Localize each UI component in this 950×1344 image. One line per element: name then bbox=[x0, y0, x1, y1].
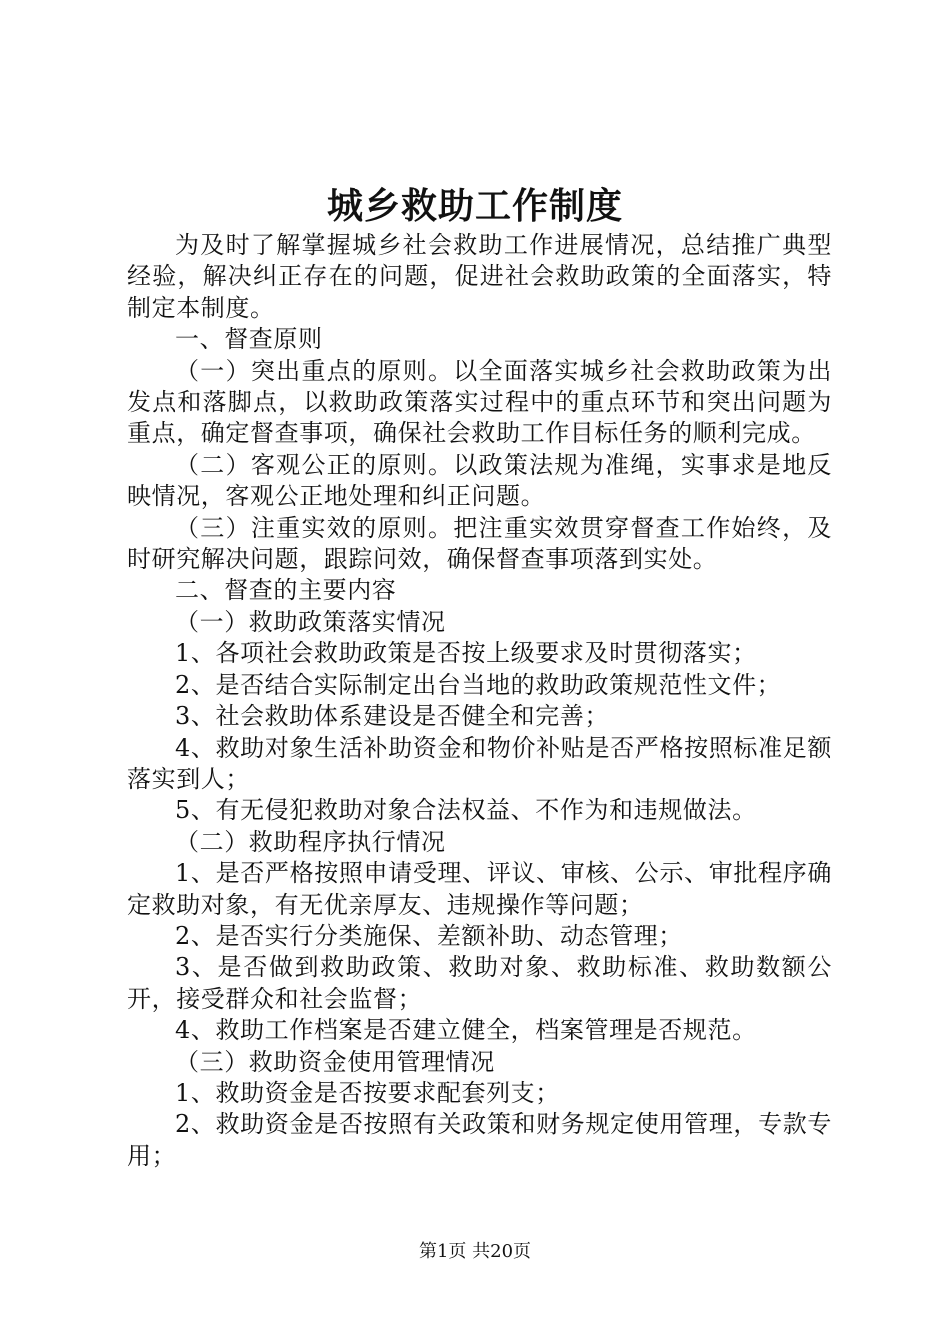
list-item: 1、各项社会救助政策是否按上级要求及时贯彻落实； bbox=[175, 639, 757, 668]
document-title: 城乡救助工作制度 bbox=[326, 186, 623, 227]
subsection-heading-2: （二）救助程序执行情况 bbox=[175, 827, 446, 856]
page-footer: 第1页 共20页 bbox=[418, 1241, 532, 1262]
list-item: 1、救助资金是否按要求配套列支； bbox=[175, 1078, 560, 1107]
list-item: 4、救助对象生活补助资金和物价补贴是否严格按照标准足额落实到人； bbox=[127, 733, 832, 793]
subsection-heading-1: （一）救助政策落实情况 bbox=[175, 607, 446, 636]
list-item: 4、救助工作档案是否建立健全，档案管理是否规范。 bbox=[175, 1016, 757, 1045]
list-item: 1、是否严格按照申请受理、评议、审核、公示、审批程序确定救助对象，有无优亲厚友、违规操作等问题； bbox=[127, 859, 832, 919]
principle-3: （三）注重实效的原则。把注重实效贯穿督查工作始终，及时研究解决问题，跟踪问效，确保督查事项落到实处。 bbox=[127, 513, 832, 574]
list-item: 2、是否结合实际制定出台当地的救助政策规范性文件； bbox=[175, 670, 782, 699]
list-item: 3、社会救助体系建设是否健全和完善； bbox=[175, 702, 610, 731]
paragraph-intro: 为及时了解掌握城乡社会救助工作进展情况，总结推广典型经验，解决纠正存在的问题，促进社会救助政策的全面落实，特制定本制度。 bbox=[127, 231, 832, 322]
section-heading-2: 二、督查的主要内容 bbox=[175, 576, 397, 605]
list-item: 2、救助资金是否按照有关政策和财务规定使用管理，专款专用； bbox=[127, 1110, 832, 1170]
document-body bbox=[127, 230, 832, 1172]
list-item: 2、是否实行分类施保、差额补助、动态管理； bbox=[175, 921, 683, 950]
principle-2: （二）客观公正的原则。以政策法规为准绳，实事求是地反映情况，客观公正地处理和纠正问题。 bbox=[127, 450, 832, 511]
section-heading-1: 一、督查原则 bbox=[175, 325, 323, 354]
list-item: 3、是否做到救助政策、救助对象、救助标准、救助数额公开，接受群众和社会监督； bbox=[127, 953, 832, 1013]
list-item: 5、有无侵犯救助对象合法权益、不作为和违规做法。 bbox=[175, 796, 757, 825]
subsection-heading-3: （三）救助资金使用管理情况 bbox=[175, 1047, 495, 1076]
principle-1: （一）突出重点的原则。以全面落实城乡社会救助政策为出发点和落脚点，以救助政策落实过程中的重点环节和突出问题为重点，确定督查事项，确保社会救助工作目标任务的顺利完成。 bbox=[127, 356, 832, 448]
